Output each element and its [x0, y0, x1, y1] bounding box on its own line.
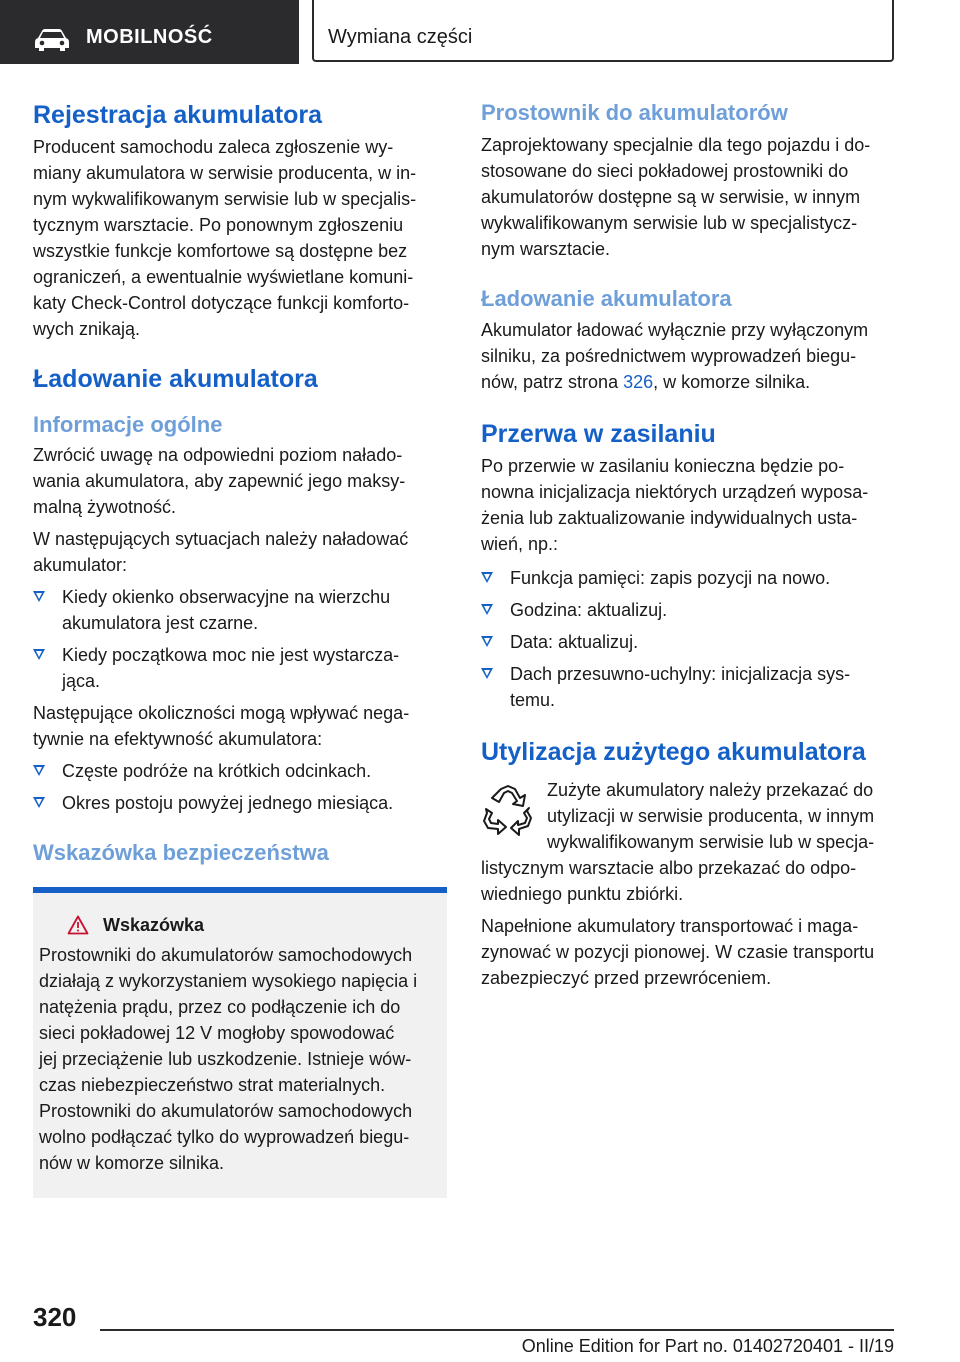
bullet-list-right — [481, 565, 895, 713]
warning-title: Wskazówka — [67, 915, 439, 936]
right-column — [481, 100, 895, 991]
list-item: Funkcja pamięci: zapis pozycji na nowo. — [481, 565, 895, 591]
bullet-list-2 — [33, 758, 447, 816]
heading-informacje: Informacje ogólne — [33, 412, 223, 437]
chapter-title: Wymiana części — [328, 26, 473, 48]
triangle-bullet-icon — [33, 797, 45, 808]
paragraph-info-1: Zwrócić uwagę na odpowiedni poziom nałado- wania akumulatora, aby zapewnić jego maksy- malną żywotność. — [33, 445, 406, 518]
heading-rejestracja: Rejestracja akumulatora — [33, 101, 323, 129]
triangle-bullet-icon — [481, 636, 493, 647]
list-item: Częste podróże na krótkich odcinkach. — [33, 758, 447, 784]
recycle-icon — [481, 783, 535, 839]
page-number: 320 — [33, 1302, 77, 1332]
paragraph-info-2: W następujących sytuacjach należy naładować akumulator: — [33, 529, 409, 576]
section-tab — [0, 0, 299, 64]
list-item: Kiedy okienko obserwacyjne na wierzchu akumulatora jest czarne. — [33, 584, 447, 636]
triangle-bullet-icon — [481, 604, 493, 615]
chapter-tab — [312, 0, 894, 62]
paragraph-utylizacja-rest: listycznym warsztacie albo przekazać do odpo- wiedniego punktu zbiórki. — [481, 857, 857, 904]
heading-ladowanie: Ładowanie akumulatora — [33, 365, 318, 393]
list-item: Dach przesuwno-uchylny: inicjalizacja sys- temu. — [481, 661, 895, 713]
paragraph-info-3: Następujące okoliczności mogą wpływać nega- tywnie na efektywność akumulatora: — [33, 703, 410, 750]
paragraph-utylizacja-2: Napełnione akumulatory transportować i maga- zynować w pozycji pionowej. W czasie transportu zabezpieczyć przed przewróceniem. — [481, 915, 875, 988]
paragraph-rejestracja: Producent samochodu zaleca zgłoszenie wy- miany akumulatora w serwisie producenta, w in- nym wykwalifikowanym serwisie lub w specjalis- tycznym warsztacie. Po ponownym zgłoszeniu wszystkie funkcje komfortowe są dostępne bez ograniczeń, a ewentualnie wyświetlane komuni- katy Check-Control dotyczące funkcji komforto- wych znikają. — [33, 137, 417, 339]
triangle-bullet-icon — [33, 765, 45, 776]
footer-divider — [100, 1329, 894, 1331]
triangle-bullet-icon — [33, 649, 45, 660]
triangle-bullet-icon — [33, 591, 45, 602]
heading-prostownik: Prostownik do akumulatorów — [481, 100, 788, 125]
heading-wskazowka: Wskazówka bezpieczeństwa — [33, 840, 329, 866]
list-item: Data: aktualizuj. — [481, 629, 895, 655]
warning-triangle-icon — [67, 915, 89, 935]
list-item: Okres postoju powyżej jednego miesiąca. — [33, 790, 447, 816]
triangle-bullet-icon — [481, 668, 493, 679]
triangle-bullet-icon — [481, 572, 493, 583]
paragraph-prostownik: Zaprojektowany specjalnie dla tego pojazdu i do- stosowane do sieci pokładowej prostowniki do akumulatorów dostępne są w serwisie, w innym wykwalifikowanym serwisie lub w specjalistycz- nym warsztacie. — [481, 135, 871, 260]
section-title: MOBILNOŚĆ — [86, 26, 213, 48]
heading-przerwa: Przerwa w zasilaniu — [481, 419, 716, 448]
paragraph-utylizacja-indented: Zużyte akumulatory należy przekazać do utylizacji w serwisie producenta, w innym wykwalifikowanym serwisie lub w specja- — [547, 779, 875, 852]
page-link-326[interactable]: 326 — [623, 371, 654, 392]
paragraph-ladowanie: Akumulator ładować wyłącznie przy wyłączonym silniku, za pośrednictwem wyprowadzeń biegu- nów, patrz strona 326, w komorze silnika. — [481, 319, 869, 392]
heading-utylizacja: Utylizacja zużytego akumulatora — [481, 737, 866, 766]
edition-note: Online Edition for Part no. 01402720401 - II/19 — [521, 1336, 894, 1356]
warning-box — [33, 887, 447, 1198]
left-column — [33, 100, 447, 1198]
list-item: Godzina: aktualizuj. — [481, 597, 895, 623]
paragraph-przerwa: Po przerwie w zasilaniu konieczna będzie po- nowna inicjalizacja niektórych urządzeń wyposa- żenia lub zaktualizowanie indywidualnych usta- wień, np.: — [481, 455, 869, 554]
bullet-list-1 — [33, 584, 447, 694]
car-icon — [34, 28, 70, 52]
list-item: Kiedy początkowa moc nie jest wystarcza- jąca. — [33, 642, 447, 694]
recycle-section — [481, 777, 895, 907]
heading-ladowanie-right: Ładowanie akumulatora — [481, 286, 732, 312]
warning-text: Prostowniki do akumulatorów samochodowych działają z wykorzystaniem wysokiego napięcia i natężenia prądu, przez co podłączenie ich do sieci pokładowej 12 V mogłoby spowodować jej przeciążenie lub uszkodzenie. Istnieje wów- czas niebezpieczeństwo strat materialnych. Prostowniki do akumulatorów samochodowych wolno podłączać tylko do wyprowadzeń biegu- nów w komorze silnika. — [39, 944, 418, 1173]
